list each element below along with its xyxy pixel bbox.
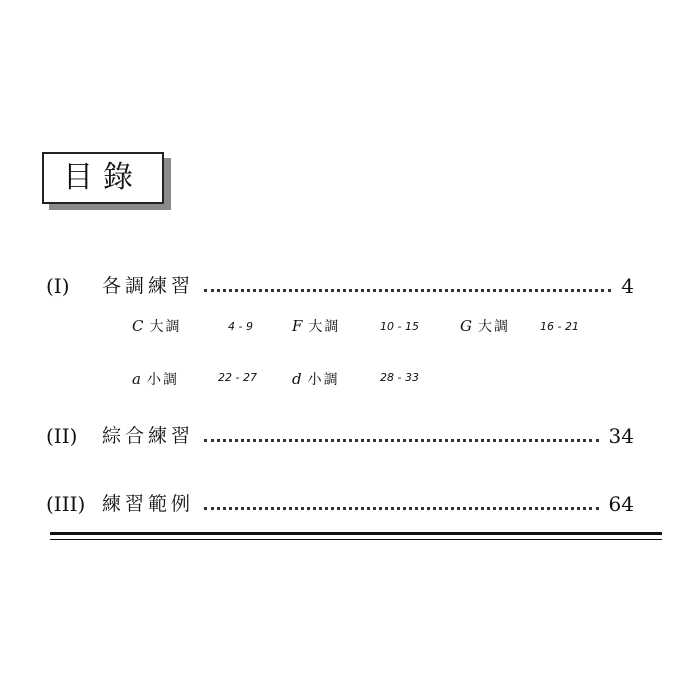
toc-entry-number: (I) — [46, 274, 70, 298]
toc-entry-label: 綜合練習 — [102, 425, 195, 447]
sub-entry-d-minor[interactable] — [292, 369, 340, 389]
sub-entry-key: G — [460, 317, 472, 335]
sub-entry-key: C — [132, 317, 144, 335]
sub-entry-a-minor[interactable] — [132, 369, 179, 389]
page-title: 目錄 — [63, 160, 143, 195]
toc-entry-label: 各調練習 — [102, 275, 195, 297]
divider-thin — [50, 539, 662, 540]
toc-entry-3[interactable] — [46, 486, 634, 516]
toc-entry-1[interactable] — [46, 268, 634, 298]
toc-entry-page: 4 — [621, 274, 634, 298]
sub-entry-key: a — [132, 370, 141, 388]
toc-entry-2[interactable] — [46, 418, 634, 448]
sub-entry-pages: 4 - 9 — [228, 320, 253, 333]
sub-entry-kind: 小調 — [307, 372, 340, 388]
sub-entry-pages: 16 - 21 — [540, 320, 579, 333]
sub-entry-kind: 大調 — [308, 319, 341, 335]
toc-entry-page: 34 — [608, 424, 634, 448]
sub-entry-pages: 10 - 15 — [380, 320, 419, 333]
divider-thick — [50, 532, 662, 535]
sub-entry-kind: 小調 — [146, 372, 179, 388]
sub-entry-c-major[interactable] — [132, 316, 181, 336]
toc-entry-number: (III) — [46, 492, 86, 516]
toc-entry-number: (II) — [46, 424, 78, 448]
dot-leader — [204, 438, 599, 442]
toc-title-box — [42, 152, 164, 204]
sub-entry-kind: 大調 — [149, 319, 182, 335]
sub-entry-pages: 28 - 33 — [380, 371, 419, 384]
sub-entry-key: F — [292, 317, 303, 335]
toc-entry-label: 練習範例 — [102, 493, 195, 515]
sub-entry-key: d — [292, 370, 302, 388]
toc-entry-page: 64 — [608, 492, 634, 516]
sub-entry-g-major[interactable] — [460, 316, 510, 336]
sub-entry-f-major[interactable] — [292, 316, 340, 336]
dot-leader — [204, 506, 599, 510]
sub-entry-kind: 大調 — [477, 319, 510, 335]
sub-entry-pages: 22 - 27 — [218, 371, 257, 384]
dot-leader — [204, 288, 611, 292]
